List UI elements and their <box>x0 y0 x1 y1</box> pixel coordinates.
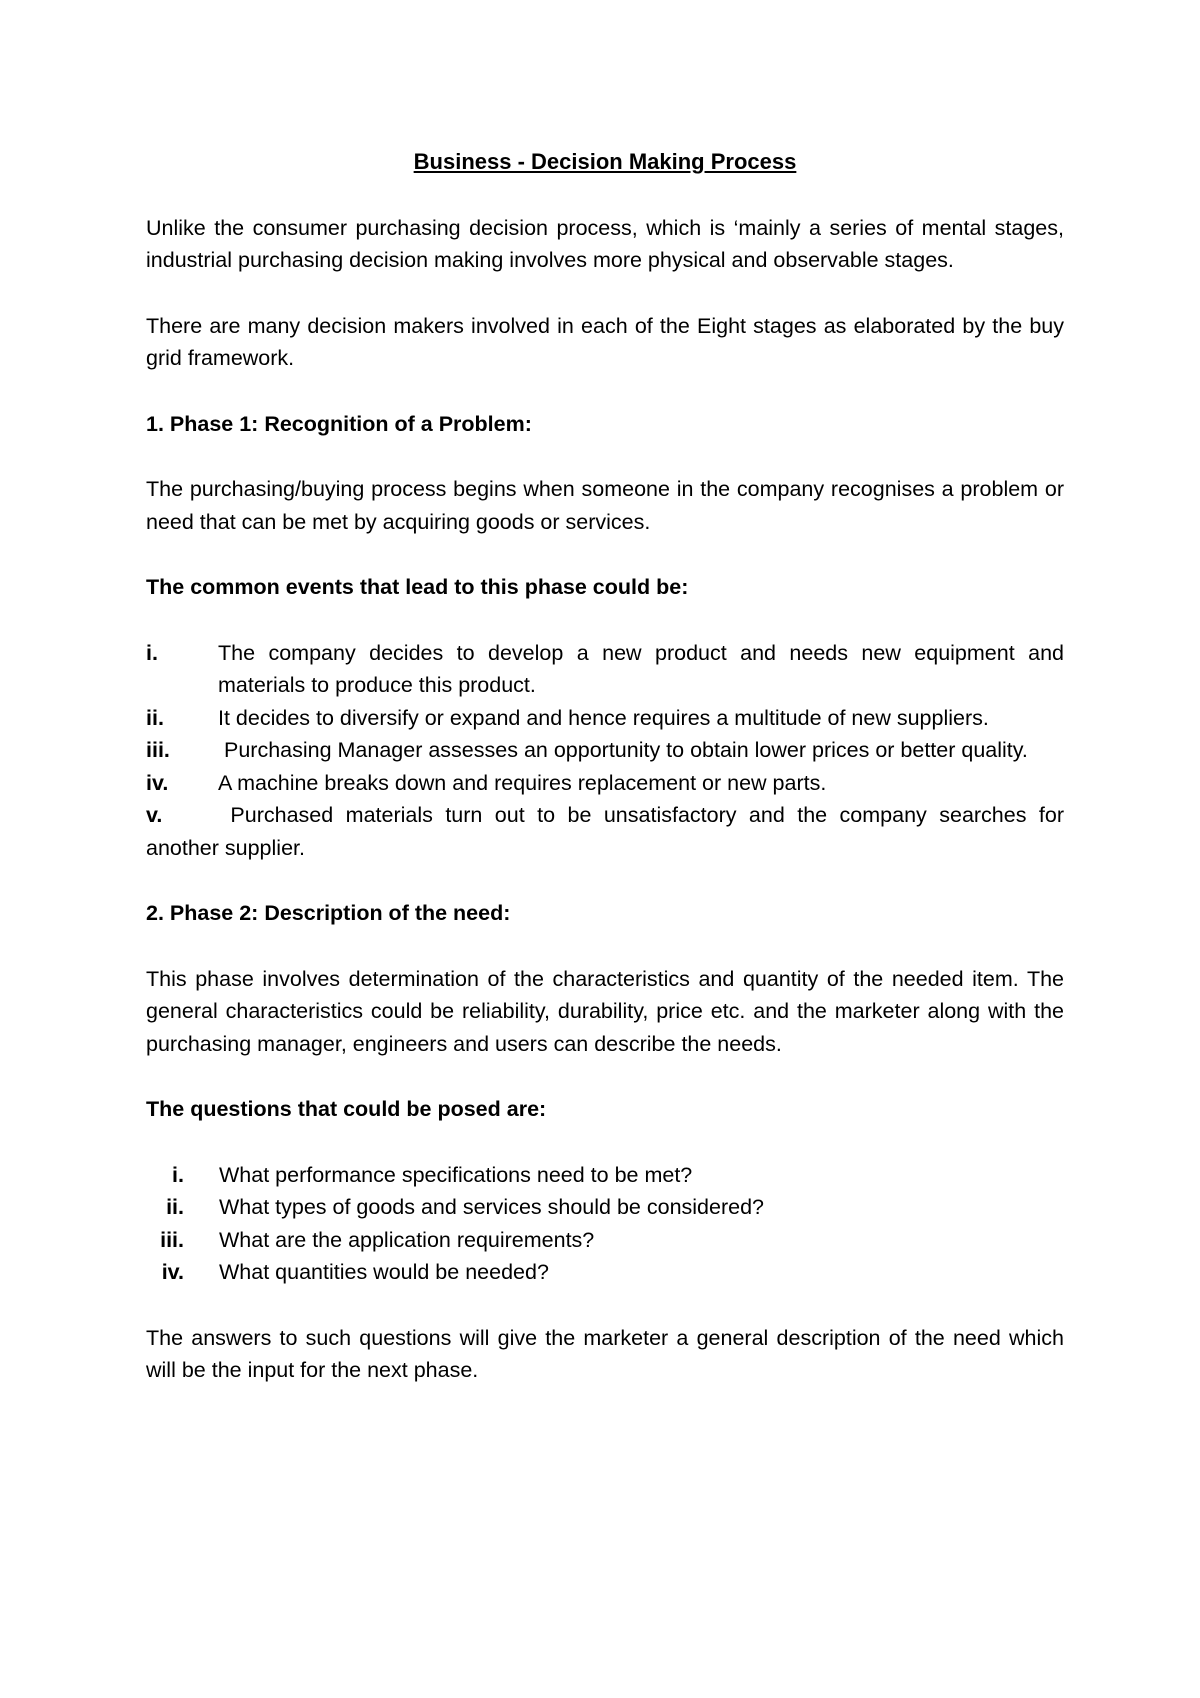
phase2-heading: 2. Phase 2: Description of the need: <box>146 901 511 925</box>
document-body <box>146 146 1070 1420</box>
list-item-number: i. <box>172 1162 184 1187</box>
list-item-number: v. <box>146 803 163 827</box>
phase1-event-list <box>146 637 1070 865</box>
document-title: Business - Decision Making Process <box>413 149 797 174</box>
phase2-subheading: The questions that could be posed are: <box>146 1097 547 1121</box>
list-item <box>146 767 1064 800</box>
list-item <box>146 1191 1064 1224</box>
list-item-number: ii. <box>166 1195 184 1219</box>
list-item <box>146 1256 1064 1289</box>
list-item-text: Purchased materials turn out to be unsatisfactory and the company searches for another supplier. <box>146 803 1070 860</box>
phase1-heading: 1. Phase 1: Recognition of a Problem: <box>146 411 532 436</box>
list-item-number: iv. <box>146 770 169 795</box>
list-item-text: Purchasing Manager assesses an opportunity to obtain lower prices or better quality. <box>218 738 1028 762</box>
list-item-number: iv. <box>161 1260 184 1284</box>
list-item <box>146 734 1064 767</box>
list-item-text: What are the application requirements? <box>219 1227 595 1252</box>
list-item <box>146 702 1064 735</box>
list-item-number: i. <box>146 640 158 665</box>
phase2-question-list <box>146 1159 1064 1289</box>
list-item-number: iii. <box>146 738 170 762</box>
phase2-paragraph: This phase involves determination of the characteristics and quantity of the needed item. The general characteristics could be reliability, durability, price etc. and the marketer along with the purchasing manager, engineers and users can describe the needs. <box>146 966 1064 1056</box>
phase2-closing-paragraph: The answers to such questions will give the marketer a general description of the need which will be the input for the next phase. <box>146 1325 1064 1382</box>
list-item <box>146 799 1070 864</box>
list-item <box>146 1159 1064 1192</box>
list-item-text: The company decides to develop a new product and needs new equipment and materials to produce this product. <box>218 640 1064 697</box>
list-item <box>146 637 1064 702</box>
list-item-number: iii. <box>160 1227 184 1252</box>
list-item <box>146 1224 1064 1257</box>
phase1-paragraph: The purchasing/buying process begins when someone in the company recognises a problem or need that can be met by acquiring goods or services. <box>146 477 1064 534</box>
list-item-text: What quantities would be needed? <box>219 1260 549 1284</box>
phase1-subheading: The common events that lead to this phase could be: <box>146 575 689 599</box>
list-item-text: What performance specifications need to be met? <box>219 1162 693 1187</box>
intro-paragraph: Unlike the consumer purchasing decision process, which is ‘mainly a series of mental stages, industrial purchasing decision making involves more physical and observable stages. <box>146 215 1064 272</box>
list-item-text: What types of goods and services should be considered? <box>219 1195 764 1219</box>
list-item-text: A machine breaks down and requires replacement or new parts. <box>218 770 827 795</box>
list-item-number: ii. <box>146 705 164 730</box>
intro-paragraph: There are many decision makers involved in each of the Eight stages as elaborated by the buy grid framework. <box>146 313 1064 370</box>
list-item-text: It decides to diversify or expand and hence requires a multitude of new suppliers. <box>218 705 989 730</box>
